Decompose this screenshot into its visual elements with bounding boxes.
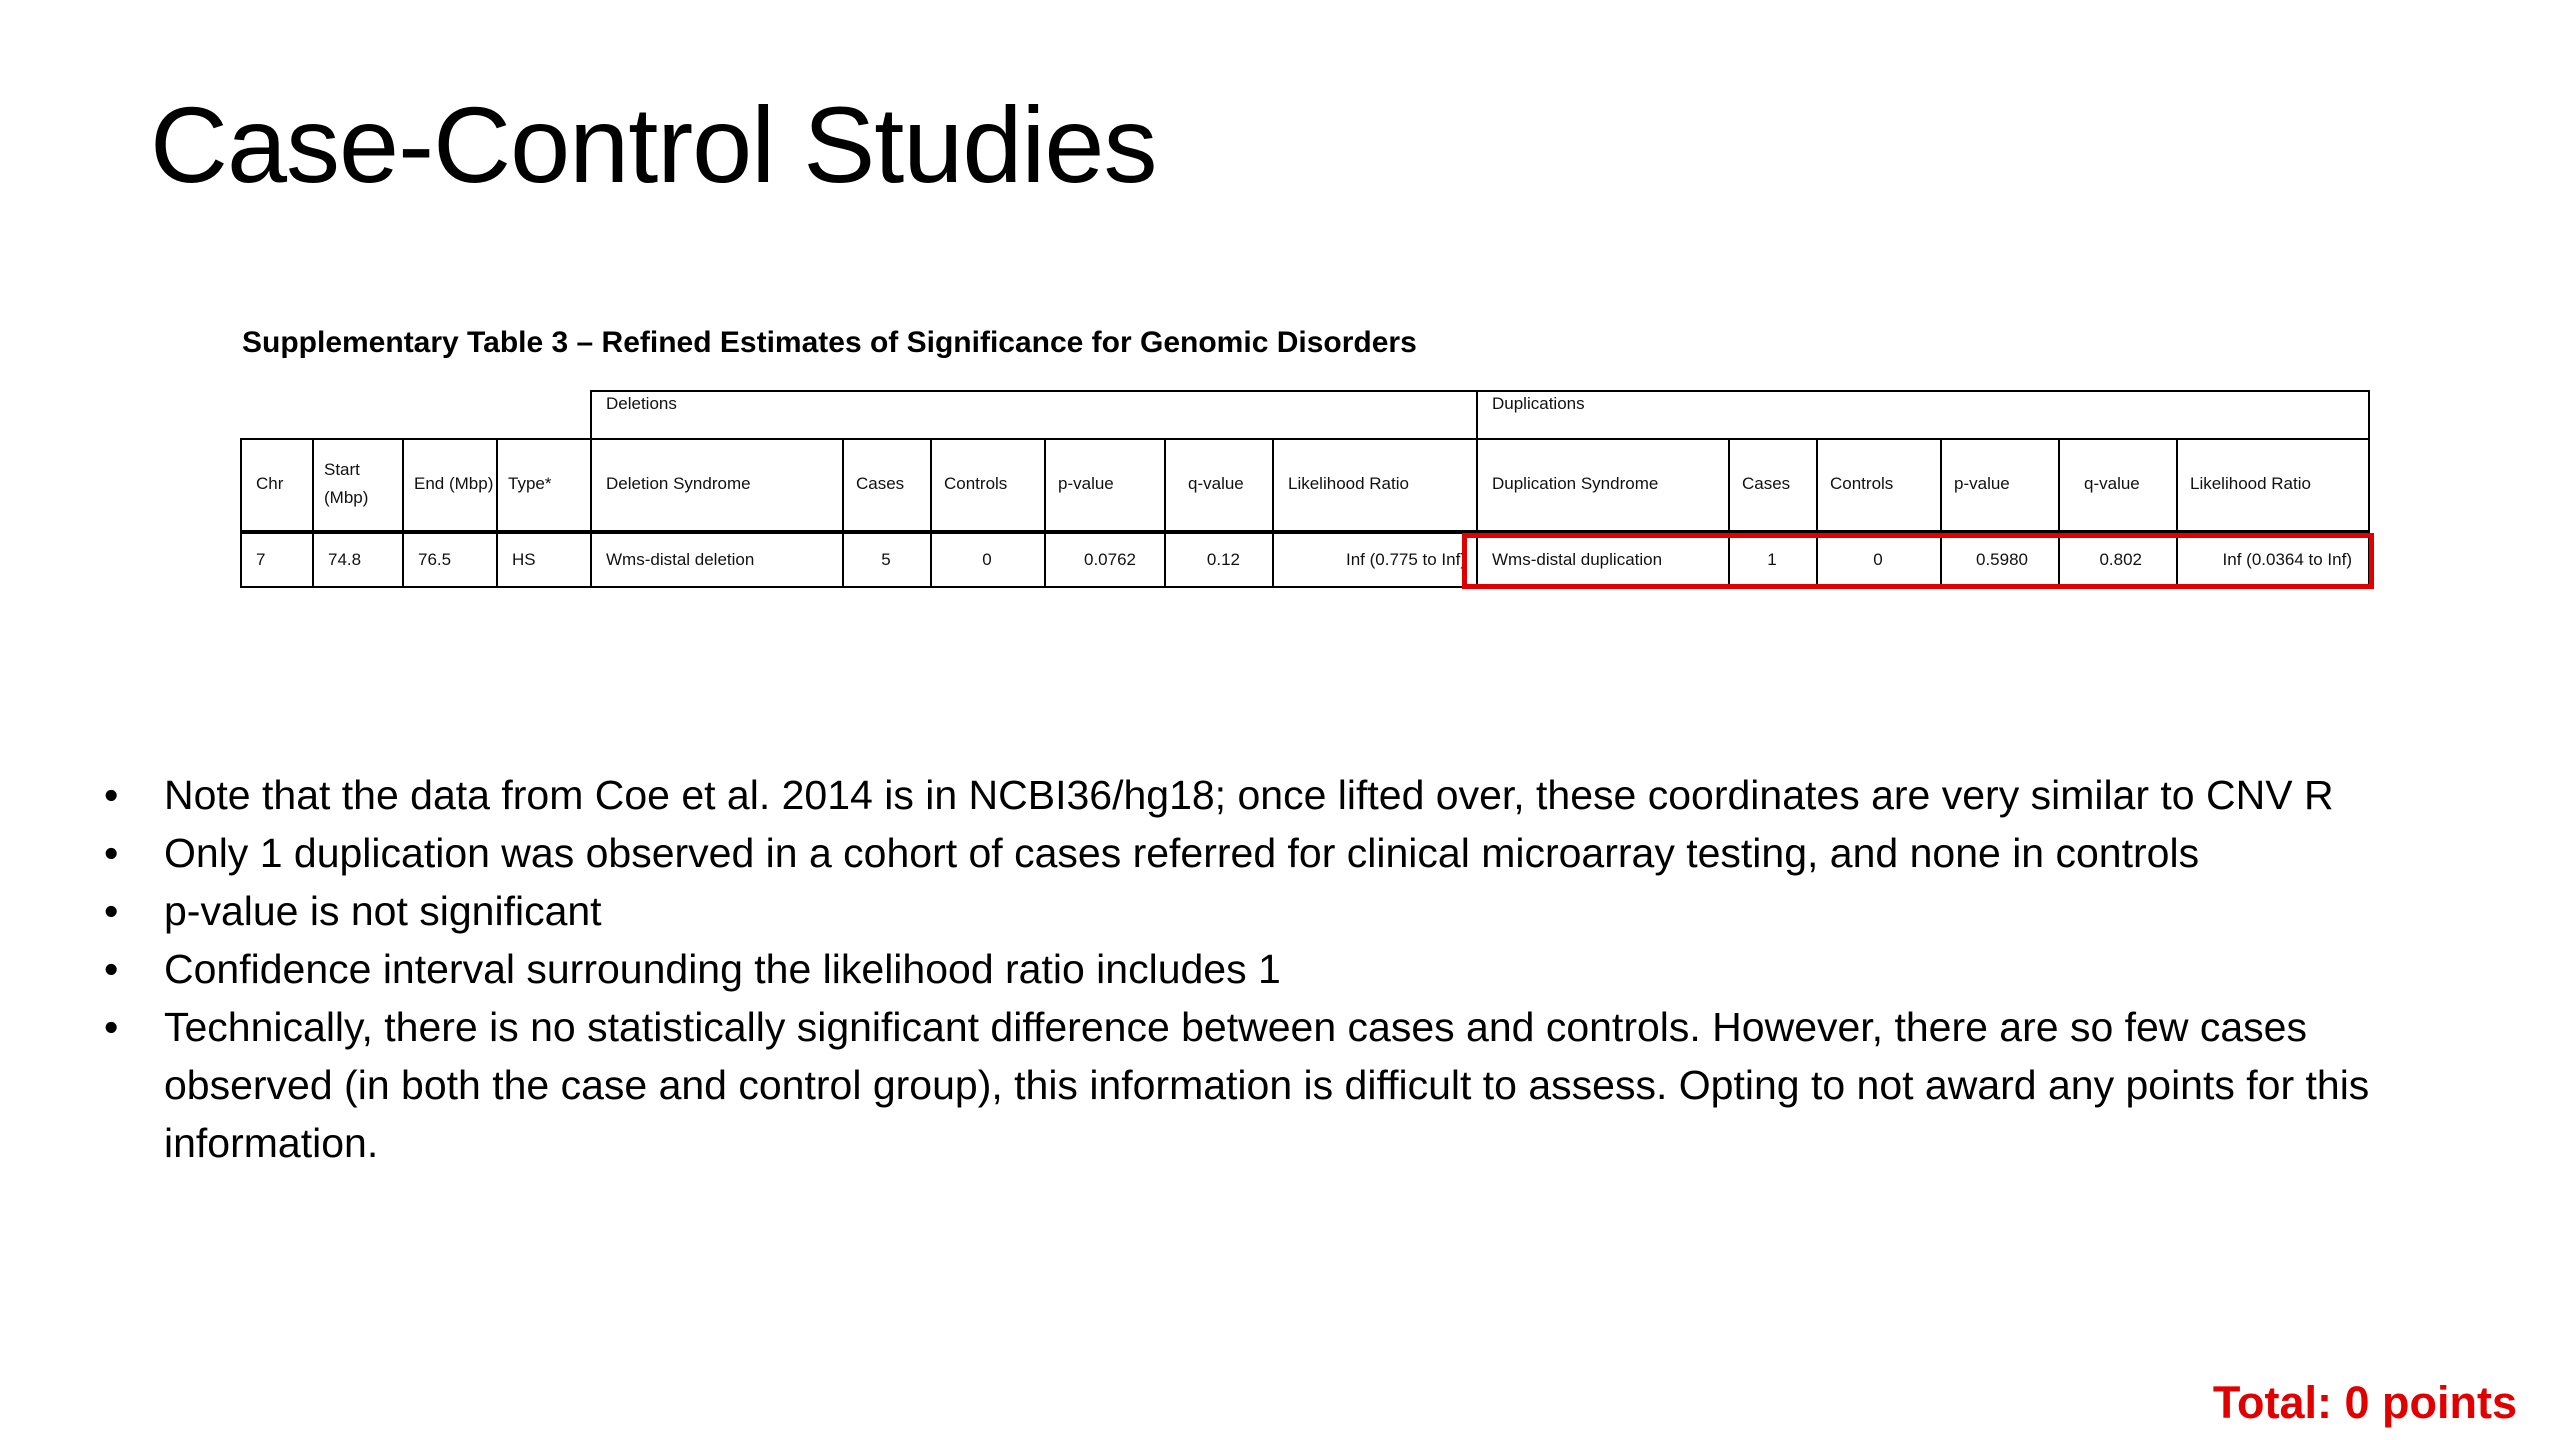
col-header-dup-q-value: q-value bbox=[2084, 474, 2140, 493]
bullet-item bbox=[100, 882, 2460, 940]
cell-start: 74.8 bbox=[328, 550, 362, 569]
bullet-item bbox=[100, 766, 2460, 824]
bullet-text: Note that the data from Coe et al. 2014 is in NCBI36/hg18; once lifted over, these coordinates are very similar to CNV R bbox=[164, 772, 2334, 818]
col-header-chr: Chr bbox=[256, 474, 284, 493]
bullet-list bbox=[100, 766, 2460, 1172]
cell-del-controls: 0 bbox=[982, 550, 992, 569]
cell-dup-cases: 1 bbox=[1767, 550, 1777, 569]
cell-dup-controls: 0 bbox=[1873, 550, 1883, 569]
bullet-dot: • bbox=[104, 830, 119, 876]
bullet-dot: • bbox=[104, 946, 119, 992]
bullet-dot: • bbox=[104, 1004, 119, 1050]
cell-del-p-value: 0.0762 bbox=[1084, 550, 1136, 569]
cell-del-q-value: 0.12 bbox=[1206, 550, 1240, 569]
bullet-dot: • bbox=[104, 888, 119, 934]
col-header-del-likelihood-ratio: Likelihood Ratio bbox=[1288, 474, 1409, 493]
col-header-del-cases: Cases bbox=[856, 474, 905, 493]
total-points: Total: 0 points bbox=[2212, 1377, 2517, 1428]
col-header-type: Type* bbox=[508, 474, 552, 493]
bullet-item bbox=[100, 998, 2460, 1172]
group-header-deletions: Deletions bbox=[606, 394, 677, 413]
duplication-row-highlight bbox=[1462, 533, 2374, 589]
bullet-text: Technically, there is no statistically significant difference between cases and controls. However, there are so few cases observed (in both the case and control group), this information is difficult to assess. Opting to not award any points for this information. bbox=[164, 1004, 2370, 1166]
col-header-dup-controls: Controls bbox=[1830, 474, 1894, 493]
cell-del-cases: 5 bbox=[881, 550, 891, 569]
col-header-deletion-syndrome: Deletion Syndrome bbox=[606, 474, 751, 493]
cell-dup-p-value: 0.5980 bbox=[1976, 550, 2028, 569]
slide-title: Case-Control Studies bbox=[150, 84, 1157, 205]
table-caption: Supplementary Table 3 – Refined Estimates of Significance for Genomic Disorders bbox=[242, 326, 1417, 359]
cell-chr: 7 bbox=[256, 550, 266, 569]
cell-del-likelihood-ratio: Inf (0.775 to Inf) bbox=[1345, 550, 1466, 569]
bullet-text: Only 1 duplication was observed in a cohort of cases referred for clinical microarray testing, and none in controls bbox=[164, 830, 2200, 876]
bullet-item bbox=[100, 940, 2460, 998]
col-header-duplication-syndrome: Duplication Syndrome bbox=[1492, 474, 1659, 493]
col-header-del-controls: Controls bbox=[944, 474, 1008, 493]
cell-deletion-syndrome: Wms-distal deletion bbox=[606, 550, 755, 569]
bullet-text: p-value is not significant bbox=[164, 888, 602, 934]
col-header-dup-p-value: p-value bbox=[1954, 474, 2010, 493]
bullet-item bbox=[100, 824, 2460, 882]
col-header-end: End (Mbp) bbox=[414, 474, 494, 493]
bullet-dot: • bbox=[104, 772, 119, 818]
cell-dup-q-value: 0.802 bbox=[2099, 550, 2142, 569]
cell-duplication-syndrome: Wms-distal duplication bbox=[1492, 550, 1663, 569]
cell-end: 76.5 bbox=[418, 550, 452, 569]
col-header-start: Start (Mbp) bbox=[324, 460, 369, 507]
col-header-dup-cases: Cases bbox=[1742, 474, 1791, 493]
bullet-text: Confidence interval surrounding the likelihood ratio includes 1 bbox=[164, 946, 1281, 992]
cell-type: HS bbox=[512, 550, 536, 569]
cell-dup-likelihood-ratio: Inf (0.0364 to Inf) bbox=[2222, 550, 2352, 569]
col-header-del-q-value: q-value bbox=[1188, 474, 1244, 493]
group-header-duplications: Duplications bbox=[1492, 394, 1585, 413]
col-header-del-p-value: p-value bbox=[1058, 474, 1114, 493]
col-header-dup-likelihood-ratio: Likelihood Ratio bbox=[2190, 474, 2311, 493]
